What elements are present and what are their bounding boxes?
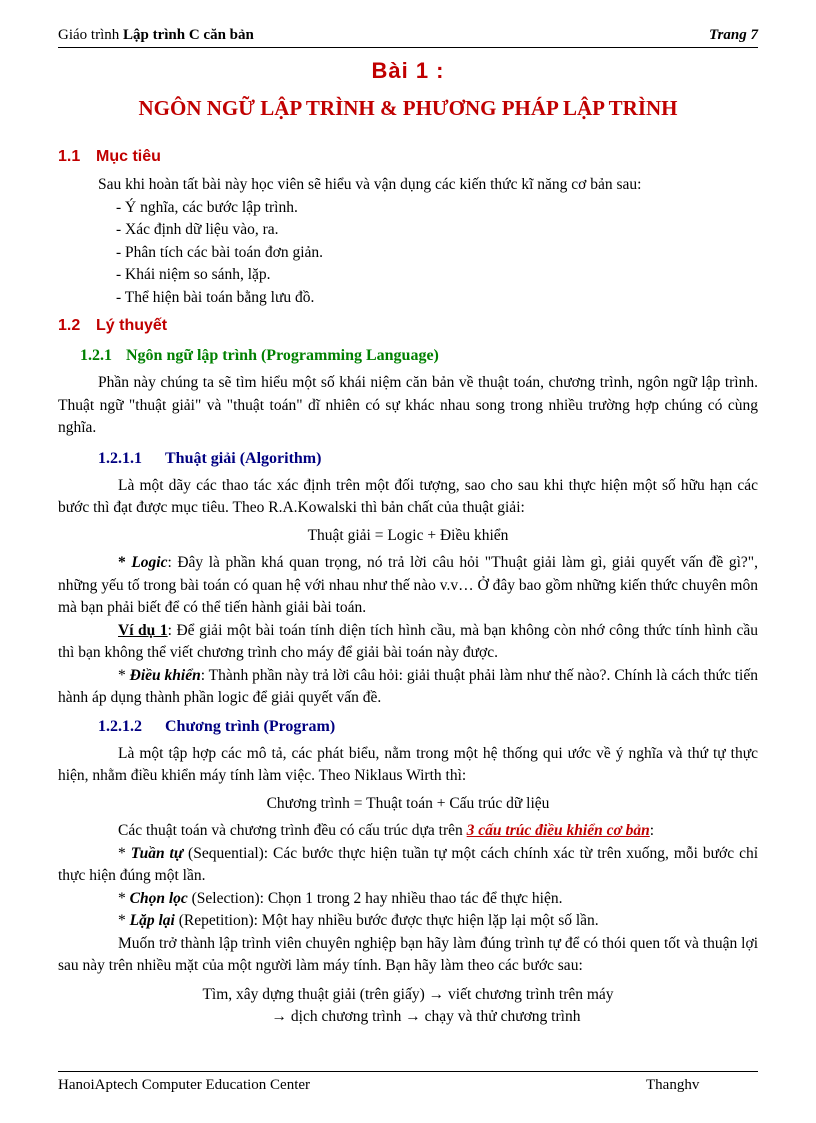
logic-paragraph: * Logic: Đây là phần khá quan trọng, nó trả lời câu hỏi "Thuật giải làm gì, giải quyết vấn đề gì?", những yếu tố trong bài toán có quan hệ với nhau như thế nào v.v… Ở đây bao gồm những kiến thức chuyên môn mà bạn phải biết để có thể tiến hành giải bài toán. [58, 554, 759, 616]
subsection-heading-language: 1.2.1 Ngôn ngữ lập trình (Programming Language) [80, 347, 439, 364]
selection-paragraph: * Chọn lọc (Selection): Chọn 1 trong 2 hay nhiều thao tác để thực hiện. [118, 889, 563, 907]
list-item: - Xác định dữ liệu vào, ra. [116, 221, 279, 238]
lesson-title: NGÔN NGỮ LẬP TRÌNH & PHƯƠNG PHÁP LẬP TRÌNH [138, 96, 678, 120]
section-heading-theory: 1.2 Lý thuyết [58, 317, 168, 334]
footer-organization: HanoiAptech Computer Education Center [58, 1077, 311, 1093]
structures-intro: Các thuật toán và chương trình đều có cấu trúc dựa trên 3 cấu trúc điều khiển cơ bản: [118, 822, 655, 839]
workflow-line-1: Tìm, xây dựng thuật giải (trên giấy) → viết chương trình trên máy [202, 985, 614, 1003]
list-item: - Ý nghĩa, các bước lập trình. [116, 198, 298, 216]
list-item: - Phân tích các bài toán đơn giản. [116, 243, 324, 261]
subsubsection-heading-program: 1.2.1.2 Chương trình (Program) [98, 717, 336, 735]
subsubsection-heading-algorithm: 1.2.1.1 Thuật giải (Algorithm) [98, 449, 322, 467]
page-content [58, 148, 758, 1029]
page-header [58, 27, 758, 48]
language-paragraph: Phần này chúng ta sẽ tìm hiểu một số khái niệm căn bản về thuật toán, chương trình, ngôn ngữ lập trình. Thuật ngữ "thuật giải" và "thuật toán" dĩ nhiên có sự khác nhau song trong nhiều trường hợp chúng có cùng nghĩa. [58, 374, 758, 436]
objectives-list [58, 197, 758, 310]
repetition-paragraph: * Lặp lại (Repetition): Một hay nhiều bước được thực hiện lặp lại một số lần. [118, 912, 599, 929]
sequential-paragraph: * Tuần tự (Sequential): Các bước thực hiện tuần tự một cách chính xác từ trên xuống, mỗi bước chỉ thực hiện đúng một lần. [58, 844, 758, 884]
program-paragraph: Là một tập hợp các mô tả, các phát biểu, nằm trong một hệ thống qui ước về ý nghĩa và thứ tự thực hiện, nhằm điều khiển máy tính làm việc. Theo Niklaus Wirth thì: [58, 744, 758, 784]
page-number: Trang 7 [708, 27, 758, 43]
page-footer [58, 1071, 758, 1099]
objectives-intro: Sau khi hoàn tất bài này học viên sẽ hiểu và vận dụng các kiến thức kĩ năng cơ bản sau: [98, 176, 642, 193]
control-paragraph: * Điều khiển: Thành phần này trả lời câu hỏi: giải thuật phải làm như thế nào?. Chính là cách thức tiến hành áp dụng thành phần logic để giải quyết vấn đề. [58, 666, 758, 706]
lesson-number: Bài 1 : [371, 58, 445, 83]
list-item: - Thể hiện bài toán bằng lưu đồ. [116, 288, 315, 306]
course-title: Giáo trình Lập trình C căn bản [58, 27, 254, 43]
example-paragraph: Ví dụ 1: Để giải một bài toán tính diện tích hình cầu, mà bạn không còn nhớ công thức tính hình cầu thì bạn không thể viết chương trình cho máy để giải bài toán này được. [58, 621, 758, 661]
footer-author: Thanghv [646, 1077, 700, 1093]
algorithm-formula: Thuật giải = Logic + Điều khiển [307, 526, 509, 544]
program-formula: Chương trình = Thuật toán + Cấu trúc dữ liệu [266, 794, 550, 812]
list-item: - Khái niệm so sánh, lặp. [116, 266, 271, 283]
habit-paragraph: Muốn trở thành lập trình viên chuyên nghiệp bạn hãy làm đúng trình tự để có thói quen tốt và thuận lợi sau này trên nhiều mặt của một người làm máy tính. Bạn hãy làm theo các bước sau: [58, 934, 758, 974]
workflow-line-2: → dịch chương trình → chạy và thử chương trình [271, 1008, 581, 1025]
section-heading-objectives: 1.1 Mục tiêu [58, 148, 161, 165]
algorithm-paragraph: Là một dãy các thao tác xác định trên một đối tượng, sao cho sau khi thực hiện một số hữu hạn các bước thì đạt được mục tiêu. Theo R.A.Kowalski thì bản chất của thuật giải: [58, 476, 758, 516]
